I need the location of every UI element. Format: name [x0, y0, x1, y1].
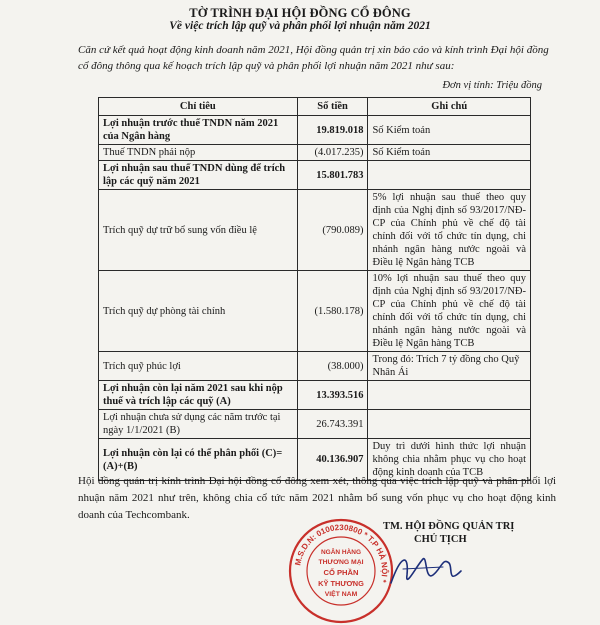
header-note: Ghi chú	[368, 98, 531, 116]
row-note	[368, 161, 531, 190]
table-row	[99, 190, 531, 271]
header-indicator: Chỉ tiêu	[99, 98, 298, 116]
row-amount: 15.801.783	[297, 161, 368, 190]
row-label: Lợi nhuận sau thuế TNDN dùng để trích lập các quỹ năm 2021	[99, 161, 298, 190]
closing-paragraph: Hội đồng quản trị kính trình Đại hội đồng cổ đông xem xét, thông qua việc trích lập quỹ và phân phối lợi nhuận năm 2021 như trên, không chia cổ tức năm 2021 nhằm bổ sung vốn phục vụ cho hoạt động kinh doanh của Techcombank.	[78, 475, 556, 521]
row-amount: 13.393.516	[297, 381, 368, 410]
table-row	[99, 161, 531, 190]
seal-ring-text: M.S.D.N: 0100230800 * T.P HÀ NỘI *	[293, 522, 390, 584]
row-amount: 19.819.018	[297, 116, 368, 145]
row-amount: 40.136.907	[297, 439, 368, 481]
row-label: Lợi nhuận trước thuế TNDN năm 2021 của Ngân hàng	[99, 116, 298, 145]
row-note: Duy trì dưới hình thức lợi nhuận không chia nhằm phục vụ cho hoạt động kinh doanh của TCB	[368, 439, 531, 481]
table-row	[99, 145, 531, 161]
row-label: Lợi nhuận còn lại có thể phân phối (C)=(A)+(B)	[99, 439, 298, 481]
row-label: Lợi nhuận chưa sử dụng các năm trước tại ngày 1/1/2021 (B)	[99, 410, 298, 439]
row-amount: (38.000)	[297, 352, 368, 381]
row-amount: (1.580.178)	[297, 271, 368, 352]
table-row	[99, 381, 531, 410]
document-title: TỜ TRÌNH ĐẠI HỘI ĐỒNG CỔ ĐÔNG	[189, 6, 411, 20]
row-note	[368, 410, 531, 439]
row-note	[368, 381, 531, 410]
row-note: Số Kiểm toán	[368, 116, 531, 145]
table-row	[99, 352, 531, 381]
seal-line: NGÂN HÀNG	[320, 549, 362, 556]
table-row	[99, 116, 531, 145]
seal-line: VIỆT NAM	[324, 591, 358, 598]
company-seal	[287, 517, 395, 625]
seal-line: CỔ PHẦN	[323, 568, 359, 577]
row-amount: (790.089)	[297, 190, 368, 271]
row-amount: 26.743.391	[297, 410, 368, 439]
seal-line: THƯƠNG MẠI	[318, 559, 364, 566]
profit-distribution-table	[98, 97, 531, 481]
row-note: 10% lợi nhuận sau thuế theo quy định của Nghị định số 93/2017/NĐ-CP của Chính phủ về chế độ tài chính đối với tổ chức tín dụng, chi nhánh ngân hàng nước ngoài và Điều lệ Ngân hàng TCB	[368, 271, 531, 352]
table-row	[99, 271, 531, 352]
row-note: Số Kiểm toán	[368, 145, 531, 161]
document-subtitle: Về việc trích lập quỹ và phân phối lợi nhuận năm 2021	[169, 20, 431, 32]
row-label: Trích quỹ phúc lợi	[99, 352, 298, 381]
intro-paragraph: Căn cứ kết quả hoạt động kinh doanh năm 2021, Hội đồng quản trị xin báo cáo và kính trình Đại hội đồng cổ đông thông qua kế hoạch trích lập quỹ và phân phối lợi nhuận năm 2021 như sau:	[78, 44, 549, 72]
handwritten-signature	[383, 545, 473, 595]
table-row	[99, 410, 531, 439]
row-note: Trong đó: Trích 7 tỷ đồng cho Quỹ Nhân Ái	[368, 352, 531, 381]
row-amount: (4.017.235)	[297, 145, 368, 161]
row-label: Trích quỹ dự phòng tài chính	[99, 271, 298, 352]
row-label: Trích quỹ dự trữ bổ sung vốn điều lệ	[99, 190, 298, 271]
header-amount: Số tiền	[297, 98, 368, 116]
row-label: Thuế TNDN phải nộp	[99, 145, 298, 161]
table-header-row	[99, 98, 531, 116]
seal-line: KỸ THƯƠNG	[318, 579, 364, 588]
unit-note: Đơn vị tính: Triệu đồng	[442, 80, 542, 91]
row-label: Lợi nhuận còn lại năm 2021 sau khi nộp thuế và trích lập các quỹ (A)	[99, 381, 298, 410]
signature-role: CHỦ TỊCH	[414, 534, 467, 545]
signature-org: TM. HỘI ĐỒNG QUẢN TRỊ	[383, 521, 515, 532]
row-note: 5% lợi nhuận sau thuế theo quy định của Nghị định số 93/2017/NĐ-CP của Chính phủ về chế độ tài chính đối với tổ chức tín dụng, chi nhánh ngân hàng nước ngoài và Điều lệ Ngân hàng TCB	[368, 190, 531, 271]
